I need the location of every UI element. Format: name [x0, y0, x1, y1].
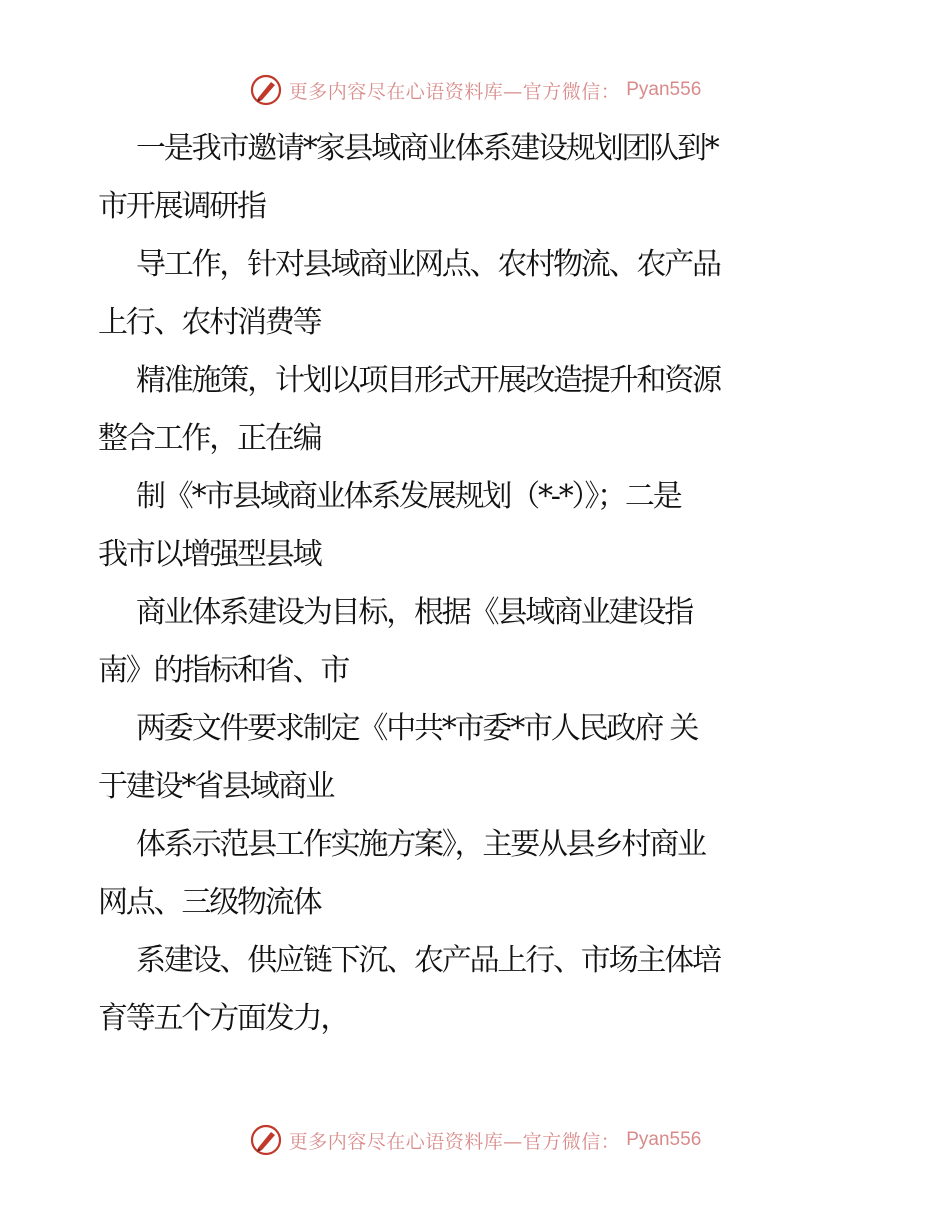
text-line: 体系示范县工作实施方案》，主要从县乡村商业 [136, 827, 705, 862]
watermark-wechat-id: Pyan556 [626, 1129, 702, 1150]
text-line: 于建设*省县域商业 [98, 769, 334, 804]
text-line: 南》的指标和省、市 [98, 653, 349, 688]
header-watermark [0, 70, 950, 110]
pen-logo-icon [249, 73, 283, 107]
text-line: 精准施策，计划以项目形式开展改造提升和资源 [136, 363, 720, 398]
text-line: 导工作，针对县域商业网点、农村物流、农产品 [136, 247, 720, 282]
watermark-text: 更多内容尽在心语资料库—官方微信： [288, 80, 621, 103]
text-line: 整合工作，正在编 [98, 421, 321, 456]
text-line: 制《*市县域商业体系发展规划（*-*）》；二是 [136, 479, 681, 514]
document-body [98, 120, 858, 1048]
text-line: 市开展调研指 [98, 189, 265, 224]
footer-watermark [0, 1120, 950, 1160]
watermark-wechat-id: Pyan556 [626, 79, 702, 100]
text-line: 我市以增强型县域 [98, 537, 321, 572]
text-line: 一是我市邀请*家县域商业体系建设规划团队到* [136, 131, 718, 166]
text-line: 育等五个方面发力， [98, 1001, 349, 1036]
text-line: 商业体系建设为目标，根据《县域商业建设指 [136, 595, 692, 630]
text-line: 系建设、供应链下沉、农产品上行、市场主体培 [136, 943, 720, 978]
watermark-text: 更多内容尽在心语资料库—官方微信： [288, 1130, 621, 1153]
pen-logo-icon [249, 1123, 283, 1157]
text-line: 两委文件要求制定《中共*市委*市人民政府 关 [136, 711, 698, 746]
text-line: 上行、农村消费等 [98, 305, 321, 340]
text-line: 网点、三级物流体 [98, 885, 321, 920]
